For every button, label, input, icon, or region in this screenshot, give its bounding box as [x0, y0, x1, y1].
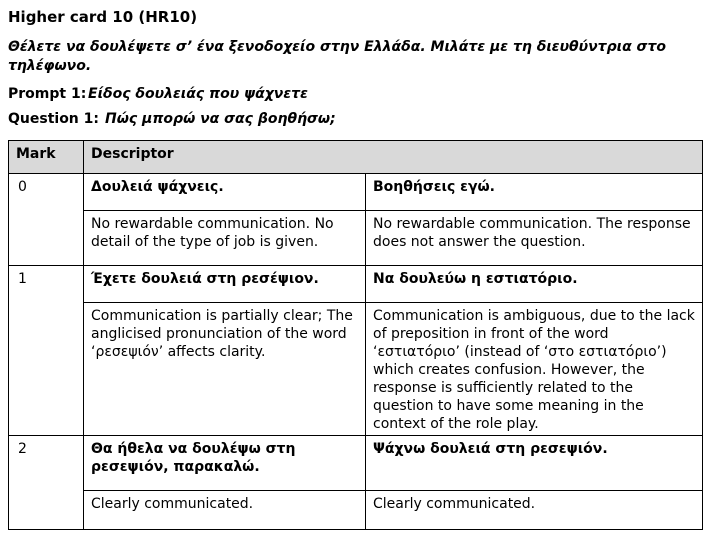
mark-scheme-table [8, 140, 703, 530]
table-header-row [9, 141, 703, 174]
right-response: Βοηθήσεις εγώ. [366, 174, 703, 211]
table-row [9, 491, 703, 530]
mark-value: 1 [9, 266, 84, 436]
question-label: Question 1: [8, 111, 99, 127]
header-descriptor: Descriptor [84, 141, 703, 174]
table-row [9, 266, 703, 303]
table-row [9, 211, 703, 266]
table-row [9, 303, 703, 436]
right-response: Ψάχνω δουλειά στη ρεσεψιόν. [366, 436, 703, 491]
right-comment: Clearly communicated. [366, 491, 703, 530]
mark-value: 2 [9, 436, 84, 530]
header-mark: Mark [9, 141, 84, 174]
left-comment: Clearly communicated. [84, 491, 366, 530]
table-row [9, 174, 703, 211]
left-comment: No rewardable communication. No detail of the type of job is given. [84, 211, 366, 266]
mark-value: 0 [9, 174, 84, 266]
card-title: Higher card 10 (HR10) [8, 8, 198, 26]
question-text: Πώς μπορώ να σας βοηθήσω; [105, 111, 336, 127]
left-comment: Communication is partially clear; The anglicised pronunciation of the word ‘ρεσεψιόν’ affects clarity. [84, 303, 366, 436]
left-response: Έχετε δουλειά στη ρεσέψιον. [84, 266, 366, 303]
left-response: Θα ήθελα να δουλέψω στη ρεσεψιόν, παρακαλώ. [84, 436, 366, 491]
question-line [8, 109, 708, 129]
table-row [9, 436, 703, 491]
left-response: Δουλειά ψάχνεις. [84, 174, 366, 211]
right-comment: Communication is ambiguous, due to the lack of preposition in front of the word ‘εστιατόριο’ (instead of ‘στο εστιατόριο’) which creates confusion. However, the response is sufficiently related to the question to have some meaning in the context of the role play. [366, 303, 703, 436]
right-response: Να δουλεύω η εστιατόριο. [366, 266, 703, 303]
document [8, 4, 708, 129]
prompt-text: Είδος δουλειάς που ψάχνετε [88, 86, 308, 102]
prompt-label: Prompt 1: [8, 86, 87, 102]
prompt-line [8, 84, 708, 104]
scenario-intro: Θέλετε να δουλέψετε σ’ ένα ξενοδοχείο στην Ελλάδα. Μιλάτε με τη διευθύντρια στο τηλέφωνο. [8, 39, 667, 74]
right-comment: No rewardable communication. The response does not answer the question. [366, 211, 703, 266]
